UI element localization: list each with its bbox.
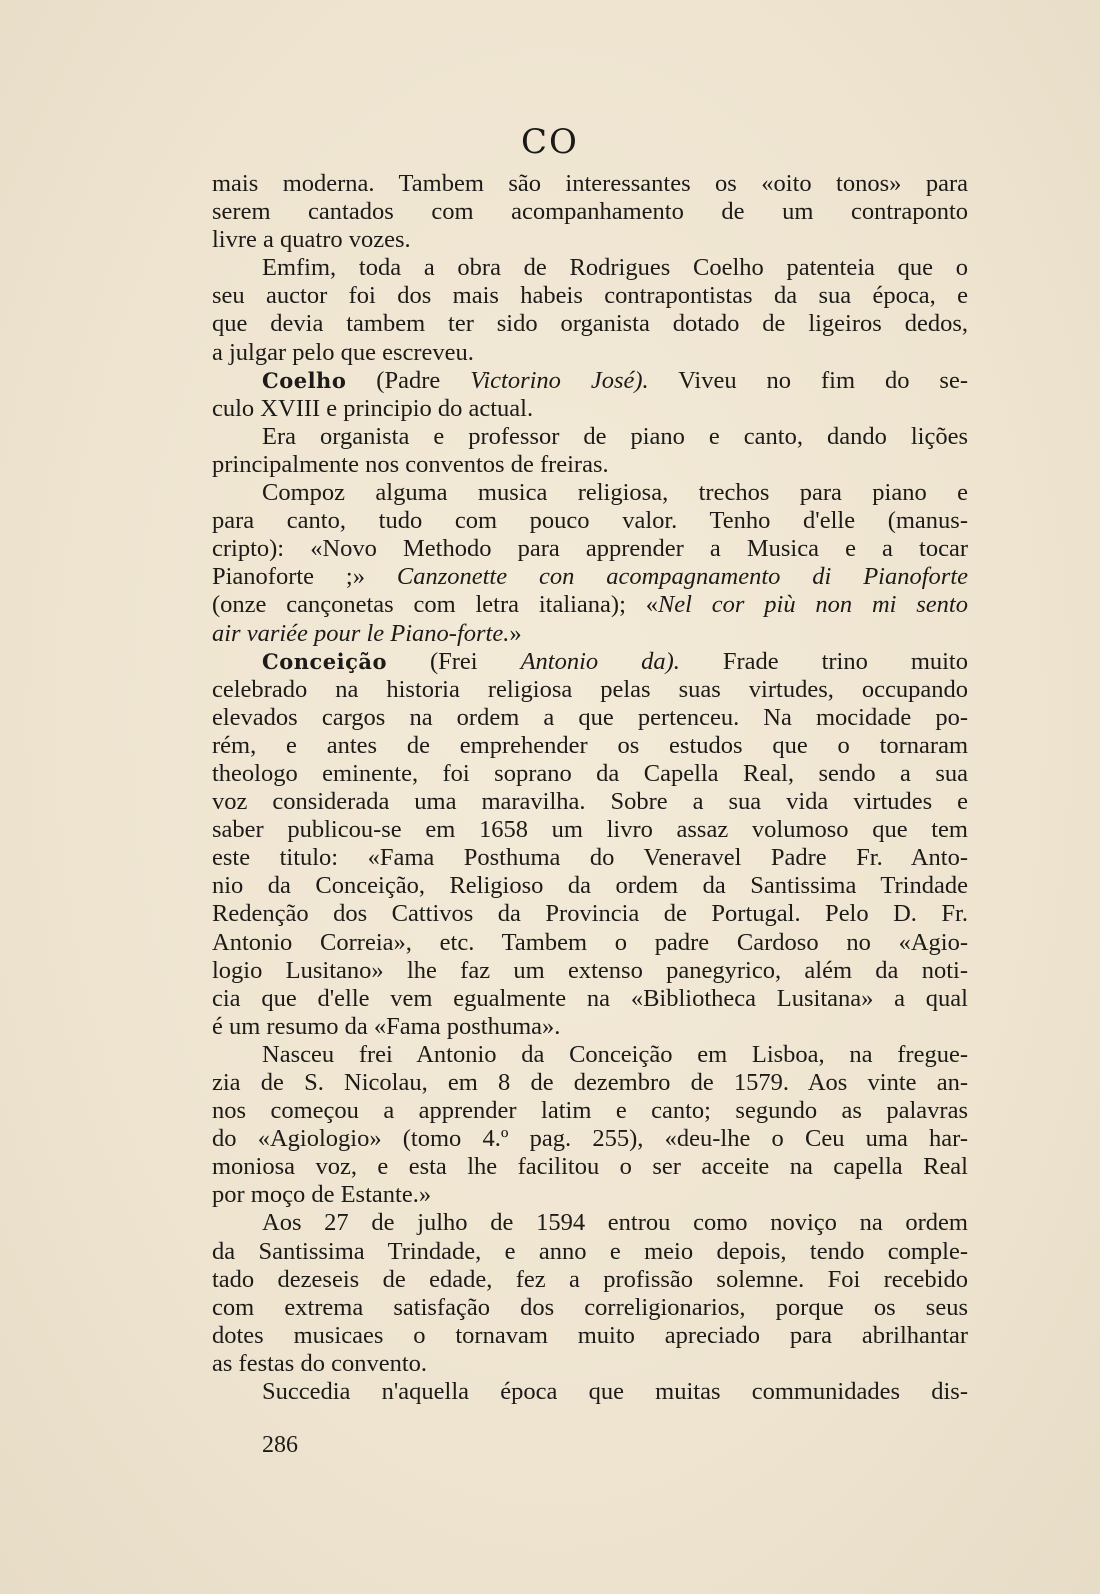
text-line: por moço de Estante.» bbox=[212, 1181, 432, 1209]
mixed-line bbox=[212, 591, 968, 619]
text-line: do «Agiologio» (tomo 4.º pag. 255), «deu-lhe o Ceu uma har- bbox=[212, 1125, 968, 1153]
mixed-line bbox=[212, 563, 968, 591]
text-line: serem cantados com acompanhamento de um contraponto bbox=[212, 198, 968, 226]
text-line: Aos 27 de julho de 1594 entrou como noviço na ordem bbox=[262, 1209, 968, 1237]
text-line: é um resumo da «Fama posthuma». bbox=[212, 1012, 561, 1040]
entry-paren: (Frei bbox=[387, 647, 521, 675]
text-line: este titulo: «Fama Posthuma do Veneravel Padre Fr. Anto- bbox=[212, 844, 968, 872]
entry-name: Victorino José). bbox=[470, 366, 649, 394]
entry-headword: Conceição bbox=[262, 648, 388, 674]
text-line: cripto): «Novo Methodo para apprender a Musica e a tocar bbox=[212, 535, 968, 563]
text-line: dotes musicaes o tornavam muito apreciado para abrilhantar bbox=[212, 1321, 968, 1349]
entry-headword: Coelho bbox=[262, 367, 347, 393]
text-line: da Santissima Trindade, e anno e meio depois, tendo comple- bbox=[212, 1237, 968, 1265]
text-line: voz considerada uma maravilha. Sobre a sua vida virtudes e bbox=[212, 788, 968, 816]
entry-line-conceicao bbox=[212, 648, 968, 676]
text-segment: (onze cançonetas com letra italiana); « bbox=[212, 591, 658, 619]
text-line: seu auctor foi dos mais habeis contrapontistas da sua época, e bbox=[212, 282, 968, 310]
text-line: tado dezeseis de edade, fez a profissão solemne. Foi recebido bbox=[212, 1265, 968, 1293]
text-line: theologo eminente, foi soprano da Capella Real, sendo a sua bbox=[212, 759, 968, 787]
text-line: Compoz alguma musica religiosa, trechos para piano e bbox=[262, 479, 968, 507]
text-line: com extrema satisfação dos correligionarios, porque os seus bbox=[212, 1293, 968, 1321]
entry-line-coelho bbox=[212, 367, 968, 395]
text-line: as festas do convento. bbox=[212, 1349, 427, 1377]
text-line: livre a quatro vozes. bbox=[212, 226, 411, 254]
text-line: Era organista e professor de piano e canto, dando lições bbox=[262, 422, 968, 450]
text-line: saber publicou-se em 1658 um livro assaz volumoso que tem bbox=[212, 816, 968, 844]
text-line: logio Lusitano» lhe faz um extenso panegyrico, além da noti- bbox=[212, 956, 968, 984]
text-line: Nasceu frei Antonio da Conceição em Lisboa, na fregue- bbox=[262, 1040, 968, 1068]
text-segment: » bbox=[509, 619, 522, 647]
text-line: rém, e antes de emprehender os estudos que o tornaram bbox=[212, 731, 968, 759]
text-line: Antonio Correia», etc. Tambem o padre Cardoso no «Agio- bbox=[212, 928, 968, 956]
text-line: nos começou a apprender latim e canto; segundo as palavras bbox=[212, 1097, 968, 1125]
text-line: para canto, tudo com pouco valor. Tenho d'elle (manus- bbox=[212, 507, 968, 535]
text-line: moniosa voz, e esta lhe facilitou o ser acceite na capella Real bbox=[212, 1153, 968, 1181]
text-line: zia de S. Nicolau, em 8 de dezembro de 1579. Aos vinte an- bbox=[212, 1069, 968, 1096]
text-line: nio da Conceição, Religioso da ordem da Santissima Trindade bbox=[212, 872, 968, 900]
text-line: mais moderna. Tambem são interessantes os «oito tonos» para bbox=[212, 170, 968, 197]
italic-title: Nel cor più non mi sento bbox=[657, 591, 968, 619]
text-line: a julgar pelo que escreveu. bbox=[212, 338, 474, 366]
entry-name: Antonio da). bbox=[520, 647, 680, 675]
text-line: elevados cargos na ordem a que pertenceu. Na mocidade po- bbox=[212, 703, 968, 731]
entry-rest: Viveu no fim do se- bbox=[648, 366, 968, 394]
italic-title: air variée pour le Piano-forte. bbox=[212, 619, 510, 647]
text-segment: Pianoforte ;» bbox=[212, 563, 397, 591]
text-line: cia que d'elle vem egualmente na «Bibliotheca Lusitana» a qual bbox=[212, 984, 968, 1012]
page-number: 286 bbox=[262, 1432, 298, 1458]
text-line: que devia tambem ter sido organista dotado de ligeiros dedos, bbox=[212, 310, 968, 338]
body-text bbox=[212, 170, 968, 1406]
running-header: CO bbox=[521, 122, 579, 162]
text-line: Succedia n'aquella época que muitas communidades dis- bbox=[262, 1378, 968, 1406]
entry-paren: (Padre bbox=[346, 366, 471, 394]
text-line: principalmente nos conventos de freiras. bbox=[212, 450, 609, 478]
text-line: Redenção dos Cattivos da Provincia de Portugal. Pelo D. Fr. bbox=[212, 900, 968, 928]
entry-rest: Frade trino muito bbox=[679, 647, 968, 675]
mixed-line bbox=[212, 620, 968, 648]
italic-title: Canzonette con acompagnamento di Pianoforte bbox=[396, 563, 968, 591]
text-line: celebrado na historia religiosa pelas suas virtudes, occupando bbox=[212, 675, 968, 703]
text-line: Emfim, toda a obra de Rodrigues Coelho patenteia que o bbox=[262, 254, 968, 282]
text-line: culo XVIII e principio do actual. bbox=[212, 394, 534, 422]
